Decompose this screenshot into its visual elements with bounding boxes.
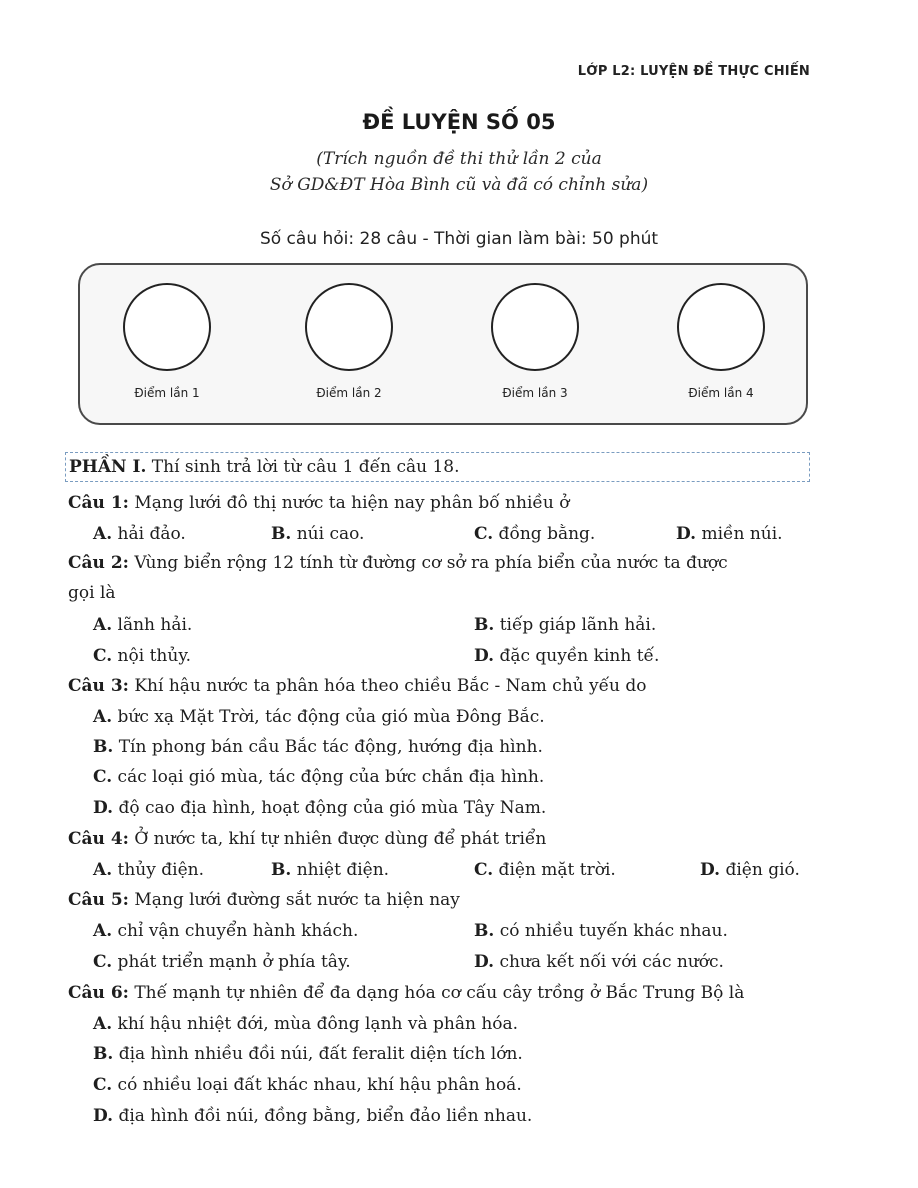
question-text: Khí hậu nước ta phân hóa theo chiều Bắc - Nam chủ yếu do [128,676,647,696]
option-text: điện gió. [720,860,800,880]
question-6 [68,978,813,1008]
option-text: chưa kết nối với các nước. [494,952,724,972]
option-3d[interactable] [93,793,546,823]
option-letter: A. [93,860,113,880]
option-3b[interactable] [93,732,543,762]
source-note-line-2: Sở GD&ĐT Hòa Bình cũ và đã có chỉnh sửa) [269,175,649,195]
option-5b[interactable] [474,916,728,946]
option-letter: A. [93,524,113,544]
score-label-1: Điểm lần 1 [134,386,200,400]
page-title: ĐỀ LUYỆN SỐ 05 [362,110,556,134]
option-3c[interactable] [93,762,544,792]
section-text: Thí sinh trả lời từ câu 1 đến câu 18. [146,457,460,477]
option-2d[interactable] [474,641,659,671]
score-circle-2[interactable] [305,283,393,371]
question-2-cont [68,578,813,608]
option-text: miền núi. [696,524,783,544]
question-number: Câu 2: [68,553,129,573]
question-text-cont: gọi là [68,583,116,603]
question-1 [68,488,813,518]
option-letter: C. [93,1075,113,1095]
score-label-3: Điểm lần 3 [502,386,568,400]
option-4b[interactable] [271,855,389,885]
option-1b[interactable] [271,519,364,549]
option-6b[interactable] [93,1039,523,1069]
score-slot-1 [102,283,232,413]
question-text: Mạng lưới đô thị nước ta hiện nay phân bố nhiều ở [128,493,570,513]
option-letter: C. [93,952,113,972]
score-circle-4[interactable] [677,283,765,371]
option-letter: D. [93,1106,114,1126]
section-label: PHẦN I. [69,457,147,477]
option-letter: A. [93,921,113,941]
exam-meta: Số câu hỏi: 28 câu - Thời gian làm bài: 50 phút [259,229,659,249]
option-letter: B. [271,860,292,880]
option-3a[interactable] [93,702,545,732]
option-letter: B. [271,524,292,544]
question-text: Ở nước ta, khí tự nhiên được dùng để phát triển [128,829,547,849]
section-heading [65,452,810,482]
option-letter: C. [93,767,113,787]
series-header: LỚP L2: LUYỆN ĐỀ THỰC CHIẾN [577,64,810,79]
question-4 [68,824,813,854]
option-letter: C. [474,524,494,544]
option-5c[interactable] [93,947,351,977]
option-letter: C. [93,646,113,666]
option-1d[interactable] [676,519,783,549]
option-text: nội thủy. [112,646,192,666]
option-letter: B. [93,737,114,757]
option-text: Tín phong bán cầu Bắc tác động, hướng địa hình. [113,737,543,757]
option-4a[interactable] [93,855,204,885]
option-text: chỉ vận chuyển hành khách. [112,921,359,941]
question-number: Câu 3: [68,676,129,696]
score-slot-2 [284,283,414,413]
score-label-4: Điểm lần 4 [688,386,754,400]
option-text: địa hình đồi núi, đồng bằng, biển đảo liền nhau. [113,1106,533,1126]
option-text: khí hậu nhiệt đới, mùa đông lạnh và phân hóa. [112,1014,519,1034]
option-letter: D. [676,524,697,544]
score-circle-3[interactable] [491,283,579,371]
option-letter: D. [700,860,721,880]
source-note-line-1: (Trích nguồn đề thi thử lần 2 của [316,149,602,169]
option-text: núi cao. [291,524,365,544]
option-letter: A. [93,1014,113,1034]
option-text: nhiệt điện. [291,860,390,880]
option-5d[interactable] [474,947,724,977]
option-letter: D. [474,952,495,972]
option-1a[interactable] [93,519,186,549]
option-4d[interactable] [700,855,800,885]
option-2a[interactable] [93,610,192,640]
question-3 [68,671,813,701]
option-letter: B. [474,921,495,941]
option-1c[interactable] [474,519,595,549]
question-number: Câu 1: [68,493,129,513]
option-text: hải đảo. [112,524,186,544]
option-text: thủy điện. [112,860,204,880]
question-number: Câu 5: [68,890,129,910]
option-4c[interactable] [474,855,616,885]
option-text: có nhiều loại đất khác nhau, khí hậu phân hoá. [112,1075,522,1095]
option-2b[interactable] [474,610,656,640]
option-text: địa hình nhiều đồi núi, đất feralit diện tích lớn. [113,1044,523,1064]
option-text: đồng bằng. [493,524,596,544]
option-text: các loại gió mùa, tác động của bức chắn địa hình. [112,767,545,787]
option-6c[interactable] [93,1070,522,1100]
option-letter: D. [93,798,114,818]
option-6d[interactable] [93,1101,532,1131]
score-slot-3 [470,283,600,413]
option-letter: B. [474,615,495,635]
score-slot-4 [656,283,786,413]
option-letter: D. [474,646,495,666]
question-text: Thế mạnh tự nhiên để đa dạng hóa cơ cấu cây trồng ở Bắc Trung Bộ là [128,983,745,1003]
option-text: tiếp giáp lãnh hải. [494,615,657,635]
option-text: điện mặt trời. [493,860,616,880]
question-text: Mạng lưới đường sắt nước ta hiện nay [128,890,460,910]
score-label-2: Điểm lần 2 [316,386,382,400]
score-circle-1[interactable] [123,283,211,371]
question-number: Câu 6: [68,983,129,1003]
option-letter: B. [93,1044,114,1064]
question-2 [68,548,813,578]
option-text: có nhiều tuyến khác nhau. [494,921,728,941]
option-text: độ cao địa hình, hoạt động của gió mùa Tây Nam. [113,798,547,818]
option-2c[interactable] [93,641,191,671]
option-text: phát triển mạnh ở phía tây. [112,952,351,972]
option-letter: C. [474,860,494,880]
option-6a[interactable] [93,1009,518,1039]
question-number: Câu 4: [68,829,129,849]
option-text: bức xạ Mặt Trời, tác động của gió mùa Đông Bắc. [112,707,545,727]
option-text: lãnh hải. [112,615,193,635]
option-letter: A. [93,707,113,727]
question-text: Vùng biển rộng 12 tính từ đường cơ sở ra phía biển của nước ta được [128,553,728,573]
option-text: đặc quyền kinh tế. [494,646,660,666]
option-5a[interactable] [93,916,358,946]
score-box [78,263,808,425]
question-5 [68,885,813,915]
source-note [0,146,918,198]
option-letter: A. [93,615,113,635]
